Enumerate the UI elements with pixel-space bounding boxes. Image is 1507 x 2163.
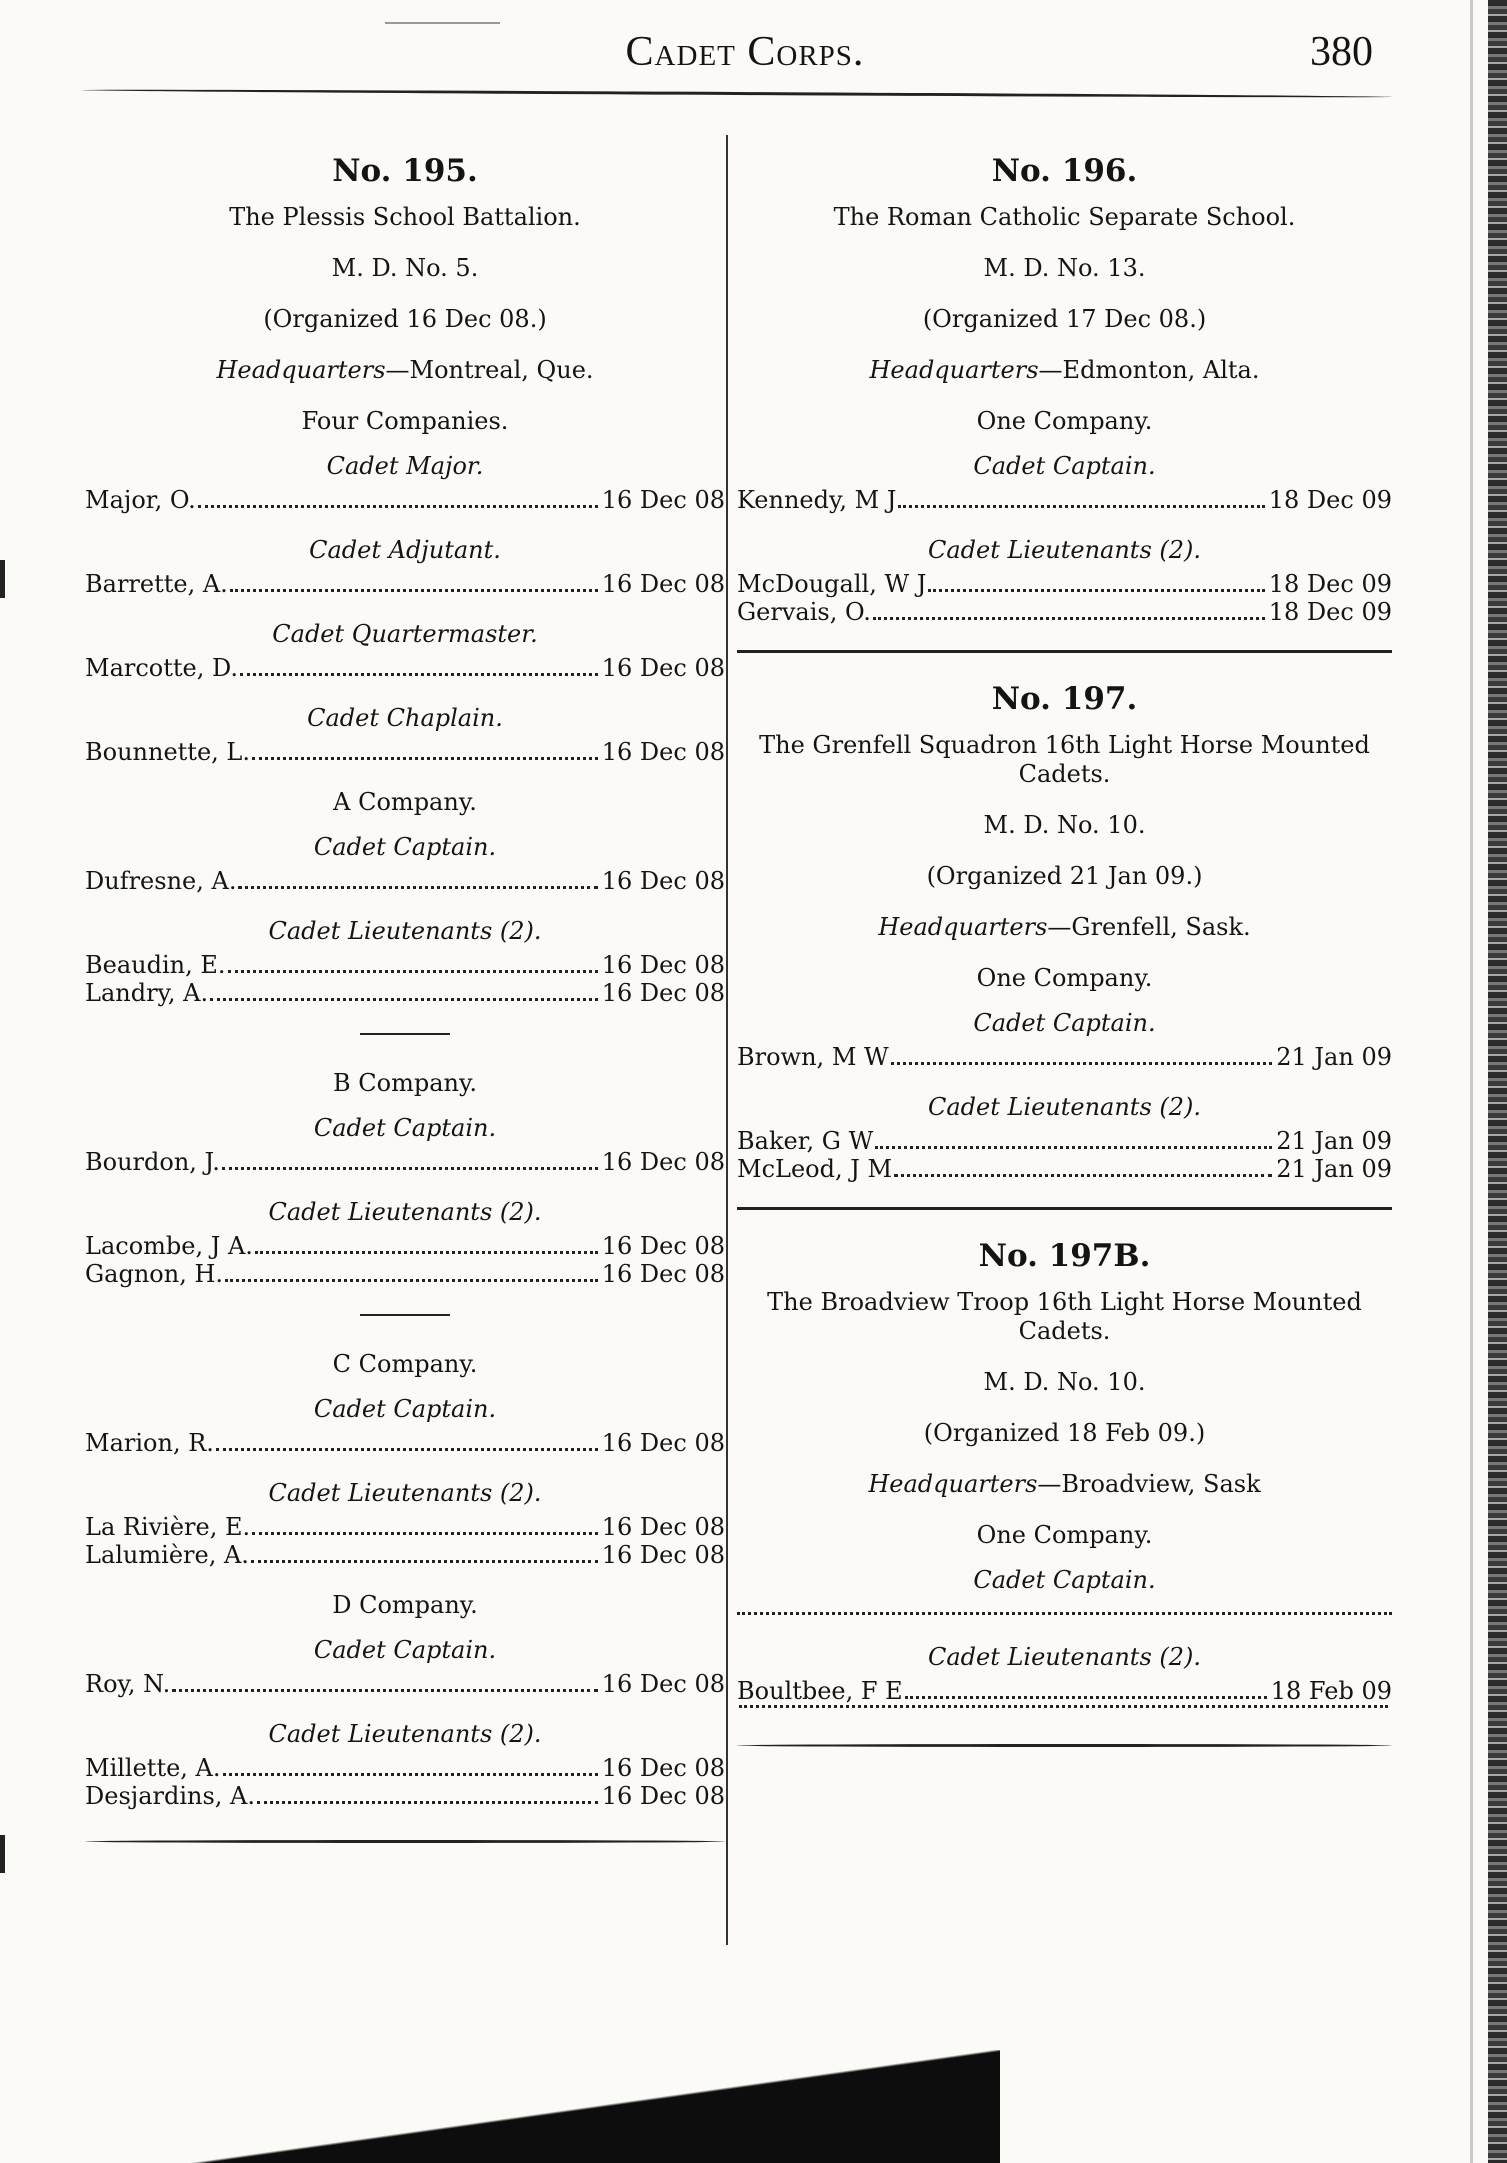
- headquarters-place: —Broadview, Sask: [1037, 1470, 1261, 1498]
- company-title: D Company.: [332, 1591, 478, 1619]
- officer-name: Marcotte, D.: [85, 654, 239, 682]
- officer-date: 16 Dec 08: [601, 1541, 725, 1569]
- military-district: M. D. No. 10.: [983, 811, 1146, 839]
- officer-date: 16 Dec 08: [601, 1754, 725, 1782]
- unit-strength: One Company.: [976, 964, 1153, 992]
- dot-leader: [230, 589, 598, 592]
- military-district: M. D. No. 5.: [331, 254, 479, 282]
- unit-name: The Broadview Troop 16th Light Horse Mounted Cadets.: [767, 1288, 1362, 1345]
- officer-date: 21 Jan 09: [1276, 1127, 1392, 1155]
- rank-heading: Cadet Captain.: [313, 1636, 497, 1664]
- officer-name: Landry, A.: [85, 979, 209, 1007]
- right-column: [737, 145, 1392, 1747]
- officer-name: McDougall, W J: [737, 570, 927, 598]
- officer-date: 16 Dec 08: [601, 570, 725, 598]
- officer-entry: [85, 867, 725, 895]
- officer-name: Beaudin, E.: [85, 951, 226, 979]
- officer-entry: [85, 1782, 725, 1810]
- officer-date: 18 Dec 09: [1268, 598, 1392, 626]
- vacant-entry: [737, 1705, 1392, 1714]
- officer-name: Dufresne, A.: [85, 867, 237, 895]
- officer-entry: [737, 1127, 1392, 1155]
- scan-corner-shadow: [0, 2050, 1000, 2163]
- officer-name: Roy, N.: [85, 1670, 171, 1698]
- officer-entry: [85, 951, 725, 979]
- unit-196: [737, 153, 1392, 626]
- officer-name: McLeod, J M: [737, 1155, 893, 1183]
- rank-heading: Cadet Lieutenants (2).: [268, 917, 542, 945]
- running-title: Cadet Corps.: [625, 29, 865, 75]
- column-divider: [726, 135, 728, 1945]
- unit-number: No. 197B.: [978, 1238, 1151, 1274]
- page-edge: [1488, 0, 1507, 2163]
- company-title: C Company.: [332, 1350, 478, 1378]
- officer-entry: [737, 486, 1392, 514]
- officer-date: 16 Dec 08: [601, 1429, 725, 1457]
- officer-entry: [85, 1148, 725, 1176]
- dot-leader: [210, 998, 598, 1001]
- rank-heading: Cadet Captain.: [973, 1009, 1156, 1037]
- officer-date: 16 Dec 08: [601, 1782, 725, 1810]
- officer-entry: [85, 1670, 725, 1698]
- unit-separator-rule: [737, 1207, 1392, 1210]
- dot-leader: [228, 970, 598, 973]
- officer-entry: [85, 654, 725, 682]
- rank-heading: Cadet Lieutenants (2).: [268, 1198, 542, 1226]
- dot-leader: [216, 1448, 598, 1451]
- binding-mark: [0, 560, 5, 598]
- rank-heading: Cadet Lieutenants (2).: [927, 1643, 1202, 1671]
- officer-name: Brown, M W: [737, 1043, 889, 1071]
- organized-date: (Organized 18 Feb 09.): [923, 1419, 1206, 1447]
- column-end-rule: [85, 1840, 725, 1843]
- officer-date: 16 Dec 08: [601, 1232, 725, 1260]
- officer-entry: [85, 486, 725, 514]
- officer-name: La Rivière, E.: [85, 1513, 251, 1541]
- dot-leader: [905, 1696, 1267, 1699]
- header-rule: [82, 89, 1392, 99]
- unit-separator-rule: [737, 650, 1392, 653]
- rank-heading: Cadet Captain.: [973, 1566, 1156, 1594]
- dot-leader: [257, 1801, 598, 1804]
- unit-number: No. 195.: [332, 153, 478, 189]
- dot-leader: [251, 1560, 598, 1563]
- rank-heading: Cadet Captain.: [313, 1114, 497, 1142]
- officer-name: Lacombe, J A.: [85, 1232, 253, 1260]
- dot-leader: [739, 1705, 1388, 1708]
- headquarters-label: Headquarters: [216, 356, 386, 384]
- officer-entry: [85, 1429, 725, 1457]
- officer-date: 16 Dec 08: [601, 1148, 725, 1176]
- headquarters: [737, 1470, 1392, 1499]
- unit-name: The Plessis School Battalion.: [229, 203, 581, 231]
- page-edge-line: [1470, 0, 1473, 2163]
- officer-entry: [85, 1754, 725, 1782]
- rank-heading: Cadet Captain.: [313, 1395, 497, 1423]
- officer-name: Bourdon, J.: [85, 1148, 220, 1176]
- dot-leader: [255, 1251, 598, 1254]
- column-end-rule: [737, 1744, 1392, 1747]
- dot-leader: [238, 886, 597, 889]
- rank-heading: Cadet Lieutenants (2).: [268, 1479, 542, 1507]
- officer-date: 16 Dec 08: [601, 486, 725, 514]
- headquarters: [737, 913, 1392, 942]
- headquarters-label: Headquarters: [868, 1470, 1038, 1498]
- officer-entry: [85, 570, 725, 598]
- section-rule: [360, 1314, 450, 1316]
- officer-name: Kennedy, M J: [737, 486, 897, 514]
- officer-date: 16 Dec 08: [601, 979, 725, 1007]
- rank-heading: Cadet Lieutenants (2).: [268, 1720, 542, 1748]
- rank-heading: Cadet Adjutant.: [309, 536, 501, 564]
- rank-heading: Cadet Lieutenants (2).: [927, 536, 1202, 564]
- organized-date: (Organized 17 Dec 08.): [922, 305, 1207, 333]
- officer-date: 18 Dec 09: [1268, 486, 1392, 514]
- officer-entry: [85, 979, 725, 1007]
- organized-date: (Organized 21 Jan 09.): [926, 862, 1203, 890]
- headquarters: [737, 356, 1392, 385]
- officer-entry: [737, 570, 1392, 598]
- dot-leader: [225, 1279, 598, 1282]
- headquarters-place: —Montreal, Que.: [385, 356, 594, 384]
- dot-leader: [891, 1062, 1273, 1065]
- officer-date: 18 Feb 09: [1270, 1677, 1392, 1705]
- officer-entry: [85, 738, 725, 766]
- unit-195: [85, 145, 725, 1843]
- headquarters: [85, 356, 725, 385]
- section-rule: [360, 1033, 450, 1035]
- officer-entry: [85, 1541, 725, 1569]
- dot-leader: [873, 617, 1265, 620]
- rank-heading: Cadet Chaplain.: [307, 704, 503, 732]
- officer-name: Marion, R.: [85, 1429, 214, 1457]
- unit-name: The Roman Catholic Separate School.: [833, 203, 1296, 231]
- officer-date: 16 Dec 08: [601, 951, 725, 979]
- dot-leader: [223, 1773, 598, 1776]
- unit-strength: One Company.: [976, 1521, 1153, 1549]
- officer-date: 16 Dec 08: [601, 738, 725, 766]
- officer-date: 16 Dec 08: [601, 1260, 725, 1288]
- headquarters-place: —Edmonton, Alta.: [1038, 356, 1260, 384]
- dot-leader: [240, 673, 598, 676]
- dot-leader: [172, 1689, 598, 1692]
- unit-name: The Grenfell Squadron 16th Light Horse Mounted Cadets.: [759, 731, 1370, 788]
- unit-number: No. 197.: [991, 681, 1138, 717]
- dot-leader: [252, 757, 598, 760]
- unit-strength: One Company.: [976, 407, 1153, 435]
- rank-heading: Cadet Lieutenants (2).: [927, 1093, 1202, 1121]
- officer-date: 16 Dec 08: [601, 867, 725, 895]
- unit-197: [737, 681, 1392, 1183]
- military-district: M. D. No. 10.: [983, 1368, 1146, 1396]
- dot-leader: [928, 589, 1264, 592]
- headquarters-label: Headquarters: [869, 356, 1039, 384]
- officer-entry: [737, 1155, 1392, 1183]
- rank-heading: Cadet Captain.: [313, 833, 497, 861]
- officer-date: 21 Jan 09: [1276, 1155, 1392, 1183]
- headquarters-label: Headquarters: [878, 913, 1048, 941]
- officer-entry: [85, 1260, 725, 1288]
- page-number: 380: [1310, 29, 1373, 75]
- unit-number: No. 196.: [991, 153, 1138, 189]
- officer-entry: [737, 1043, 1392, 1071]
- dot-leader: [898, 505, 1264, 508]
- officer-name: Barrette, A.: [85, 570, 228, 598]
- company-title: A Company.: [333, 788, 477, 816]
- officer-name: Lalumière, A.: [85, 1541, 249, 1569]
- officer-date: 21 Jan 09: [1276, 1043, 1392, 1071]
- rank-heading: Cadet Captain.: [973, 452, 1156, 480]
- officer-name: Gervais, O.: [737, 598, 871, 626]
- vacant-entry-leader: [737, 1612, 1392, 1615]
- officer-name: Millette, A.: [85, 1754, 221, 1782]
- officer-date: 18 Dec 09: [1268, 570, 1392, 598]
- officer-entry: [737, 598, 1392, 626]
- organized-date: (Organized 16 Dec 08.): [263, 305, 547, 333]
- dot-leader: [252, 1532, 598, 1535]
- officer-date: 16 Dec 08: [601, 654, 725, 682]
- rank-heading: Cadet Quartermaster.: [272, 620, 538, 648]
- unit-strength: Four Companies.: [301, 407, 509, 435]
- officer-entry: [85, 1232, 725, 1260]
- dot-leader: [894, 1174, 1272, 1177]
- officer-name: Major, O.: [85, 486, 196, 514]
- officer-entry: [85, 1513, 725, 1541]
- dot-leader: [198, 505, 598, 508]
- dot-leader: [875, 1146, 1272, 1149]
- rank-heading: Cadet Major.: [326, 452, 484, 480]
- officer-name: Baker, G W: [737, 1127, 874, 1155]
- officer-name: Gagnon, H.: [85, 1260, 224, 1288]
- military-district: M. D. No. 13.: [983, 254, 1146, 282]
- officer-name: Bounnette, L.: [85, 738, 250, 766]
- company-title: B Company.: [333, 1069, 477, 1097]
- officer-date: 16 Dec 08: [601, 1670, 725, 1698]
- officer-name: Desjardins, A.: [85, 1782, 256, 1810]
- officer-name: Boultbee, F E: [737, 1677, 903, 1705]
- top-scan-mark: [385, 22, 500, 24]
- binding-mark: [0, 1835, 5, 1873]
- dot-leader: [222, 1167, 598, 1170]
- officer-date: 16 Dec 08: [601, 1513, 725, 1541]
- unit-197b: [737, 1238, 1392, 1714]
- headquarters-place: —Grenfell, Sask.: [1047, 913, 1251, 941]
- officer-entry: [737, 1677, 1392, 1705]
